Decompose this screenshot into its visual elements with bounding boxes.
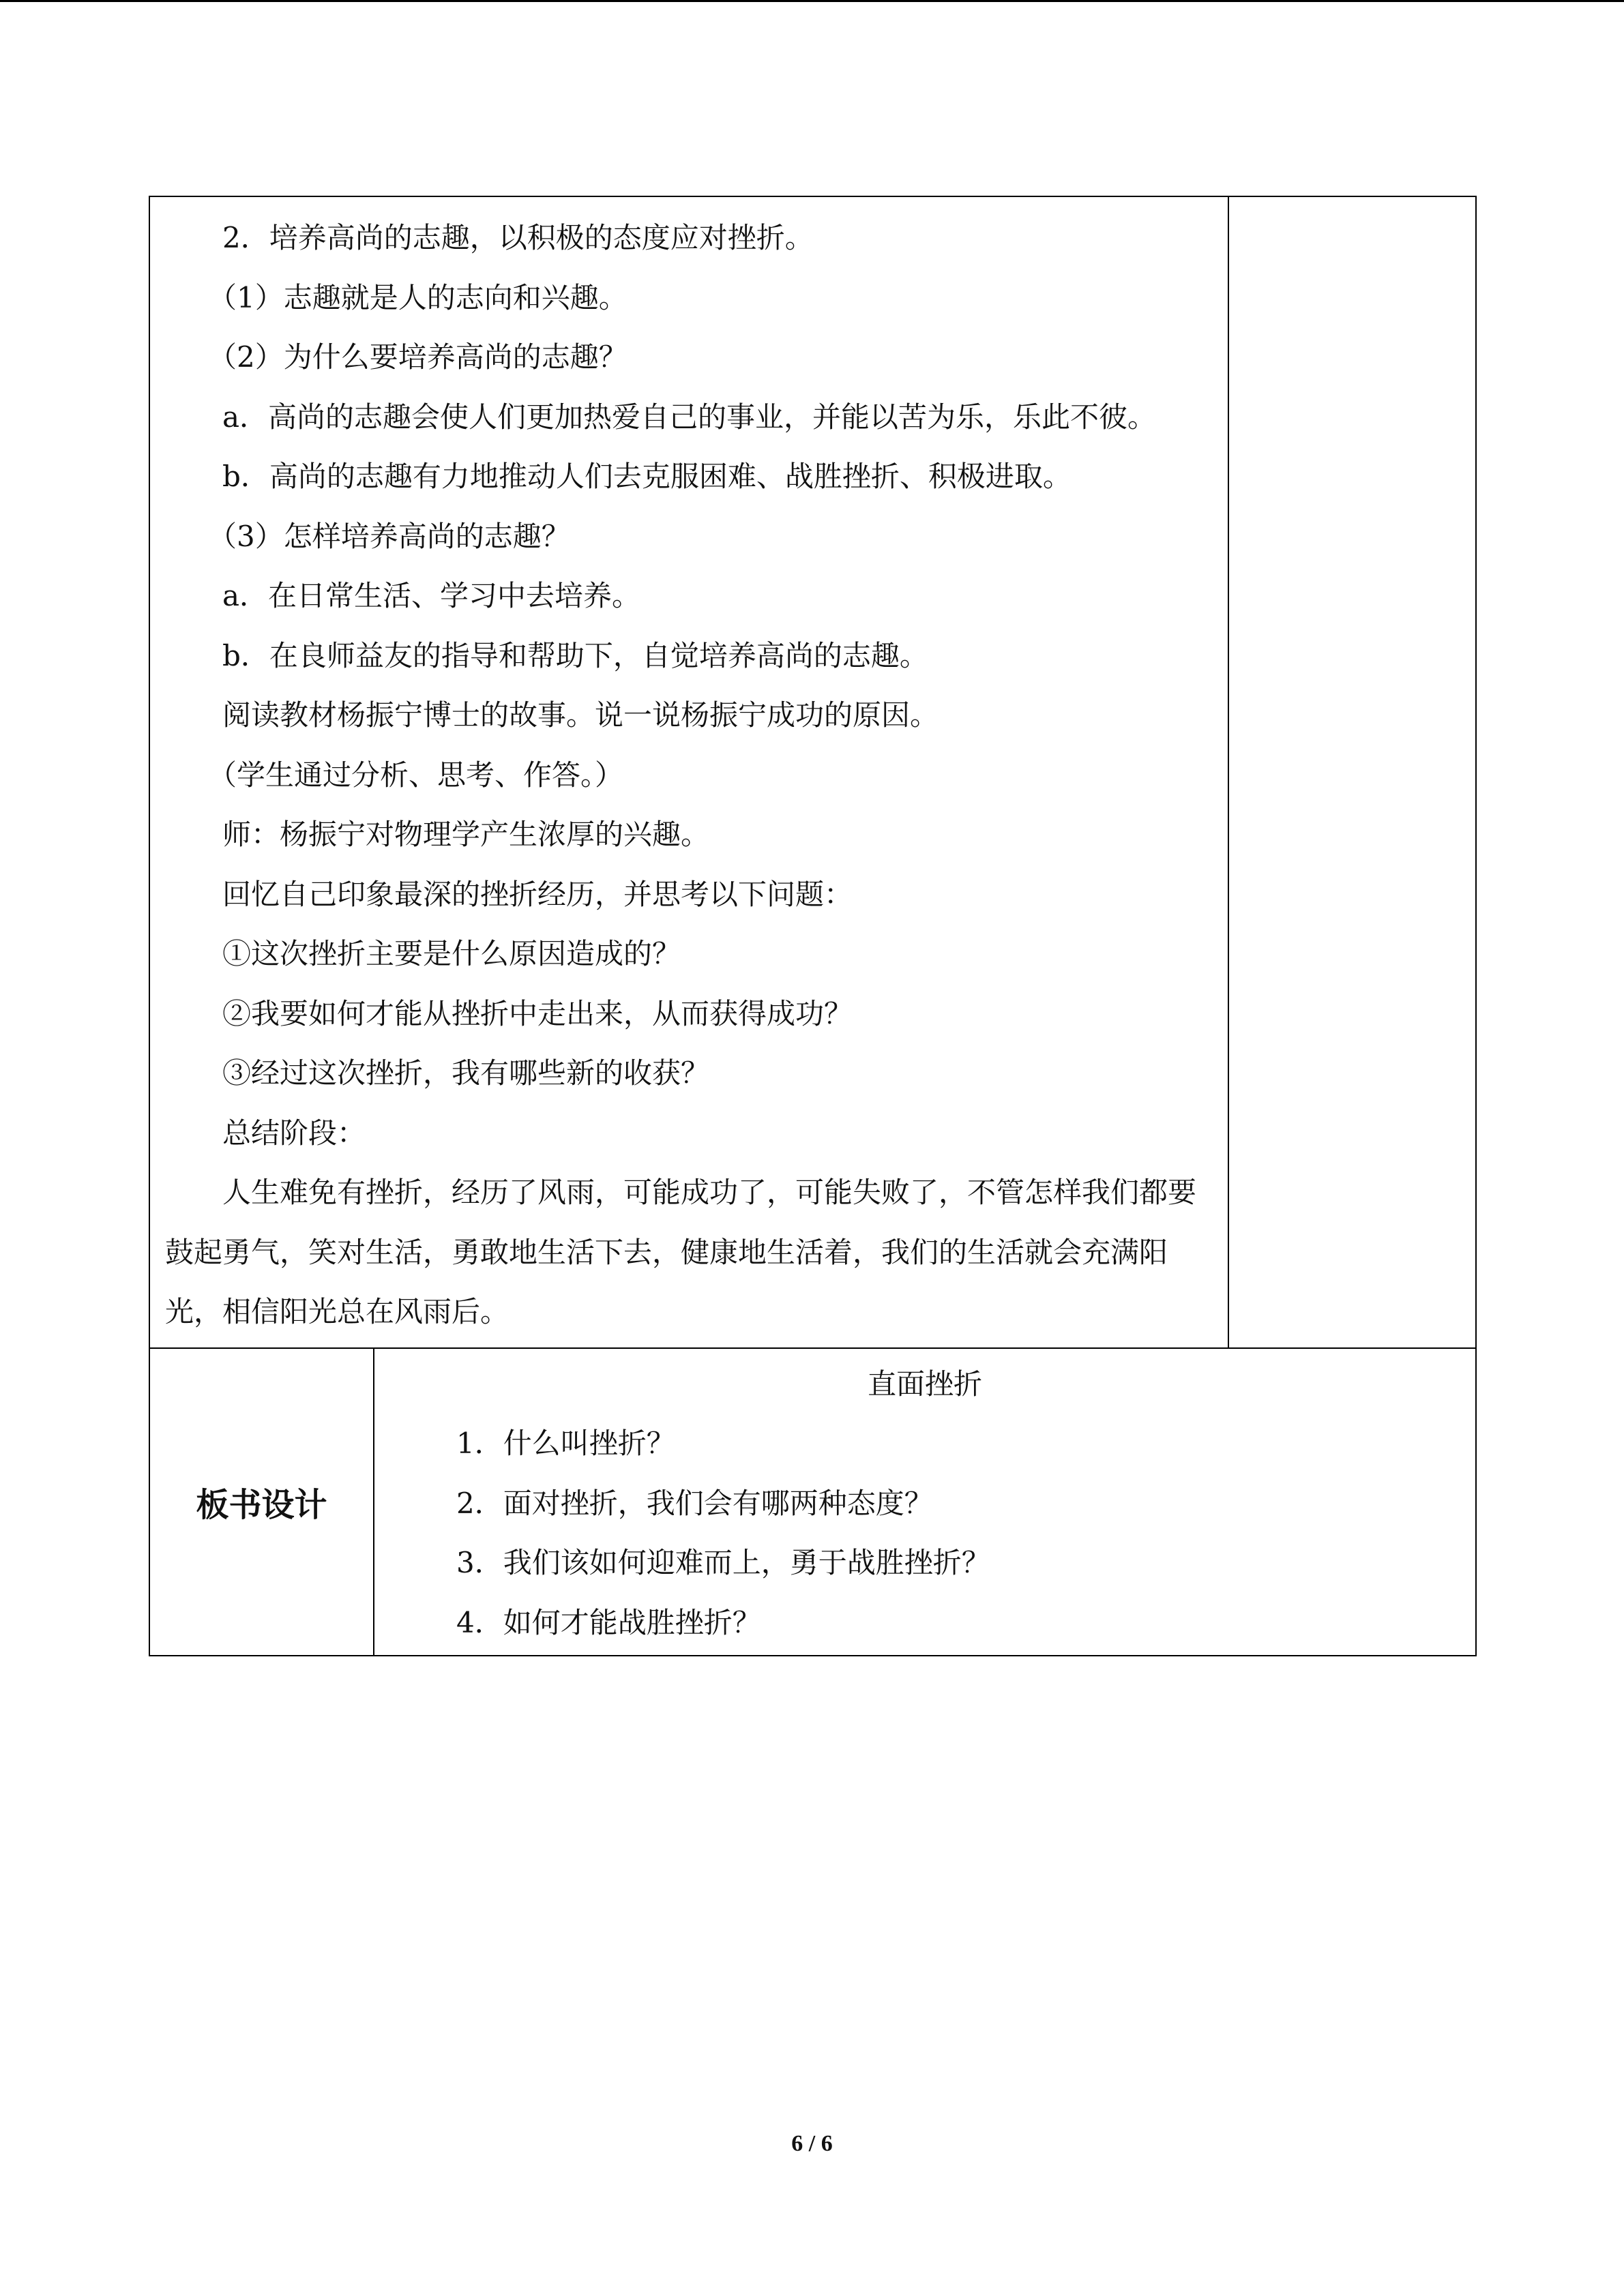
board-design-row <box>149 1348 1476 1656</box>
paragraph: （3）怎样培养高尚的志趣？ <box>208 519 570 553</box>
board-design-item: 4．如何才能战胜挫折？ <box>456 1605 761 1639</box>
paragraph: 总结阶段： <box>222 1116 366 1150</box>
page-number: 6 / 6 <box>791 2131 833 2156</box>
board-design-content <box>374 1349 1475 1656</box>
board-design-item: 2．面对挫折，我们会有哪两种态度？ <box>456 1486 933 1520</box>
paragraph: a．在日常生活、学习中去培养。 <box>222 579 641 612</box>
paragraph: 2．培养高尚的志趣，以积极的态度应对挫折。 <box>222 221 814 254</box>
lesson-content <box>150 197 1228 1347</box>
board-design-cell <box>374 1348 1476 1656</box>
board-design-item: 1．什么叫挫折？ <box>456 1427 675 1460</box>
paragraph: 阅读教材杨振宁博士的故事。说一说杨振宁成功的原因。 <box>222 698 939 732</box>
paragraph: b．高尚的志趣有力地推动人们去克服困难、战胜挫折、积极进取。 <box>222 460 1072 493</box>
paragraph: a．高尚的志趣会使人们更加热爱自己的事业，并能以苦为乐，乐此不彼。 <box>222 400 1157 434</box>
paragraph: b．在良师益友的指导和帮助下，自觉培养高尚的志趣。 <box>222 638 928 672</box>
board-design-label-cell <box>149 1348 374 1656</box>
lesson-content-cell <box>149 196 1228 1348</box>
page-top-border <box>0 0 1624 2</box>
lesson-plan-table <box>149 196 1477 1656</box>
content-row <box>149 196 1476 1348</box>
paragraph: （学生通过分析、思考、作答。） <box>208 758 624 792</box>
paragraph: 人生难免有挫折，经历了风雨，可能成功了，可能失败了，不管怎样我们都要鼓起勇气，笑对生活，勇敢地生活下去，健康地生活着，我们的生活就会充满阳光，相信阳光总在风雨后。 <box>165 1176 1197 1328</box>
paragraph: 回忆自己印象最深的挫折经历，并思考以下问题： <box>222 877 853 911</box>
board-design-title: 直面挫折 <box>868 1367 983 1401</box>
paragraph: ①这次挫折主要是什么原因造成的？ <box>222 937 681 970</box>
paragraph: ③经过这次挫折，我有哪些新的收获？ <box>222 1056 710 1090</box>
paragraph: （2）为什么要培养高尚的志趣？ <box>208 340 628 374</box>
board-design-label: 板书设计 <box>196 1485 327 1524</box>
paragraph: 师：杨振宁对物理学产生浓厚的兴趣。 <box>222 818 710 851</box>
board-design-item: 3．我们该如何迎难而上，勇于战胜挫折？ <box>456 1546 990 1579</box>
paragraph: ②我要如何才能从挫折中走出来，从而获得成功？ <box>222 996 853 1030</box>
paragraph: （1）志趣就是人的志向和兴趣。 <box>208 280 628 314</box>
notes-cell <box>1228 196 1476 1348</box>
